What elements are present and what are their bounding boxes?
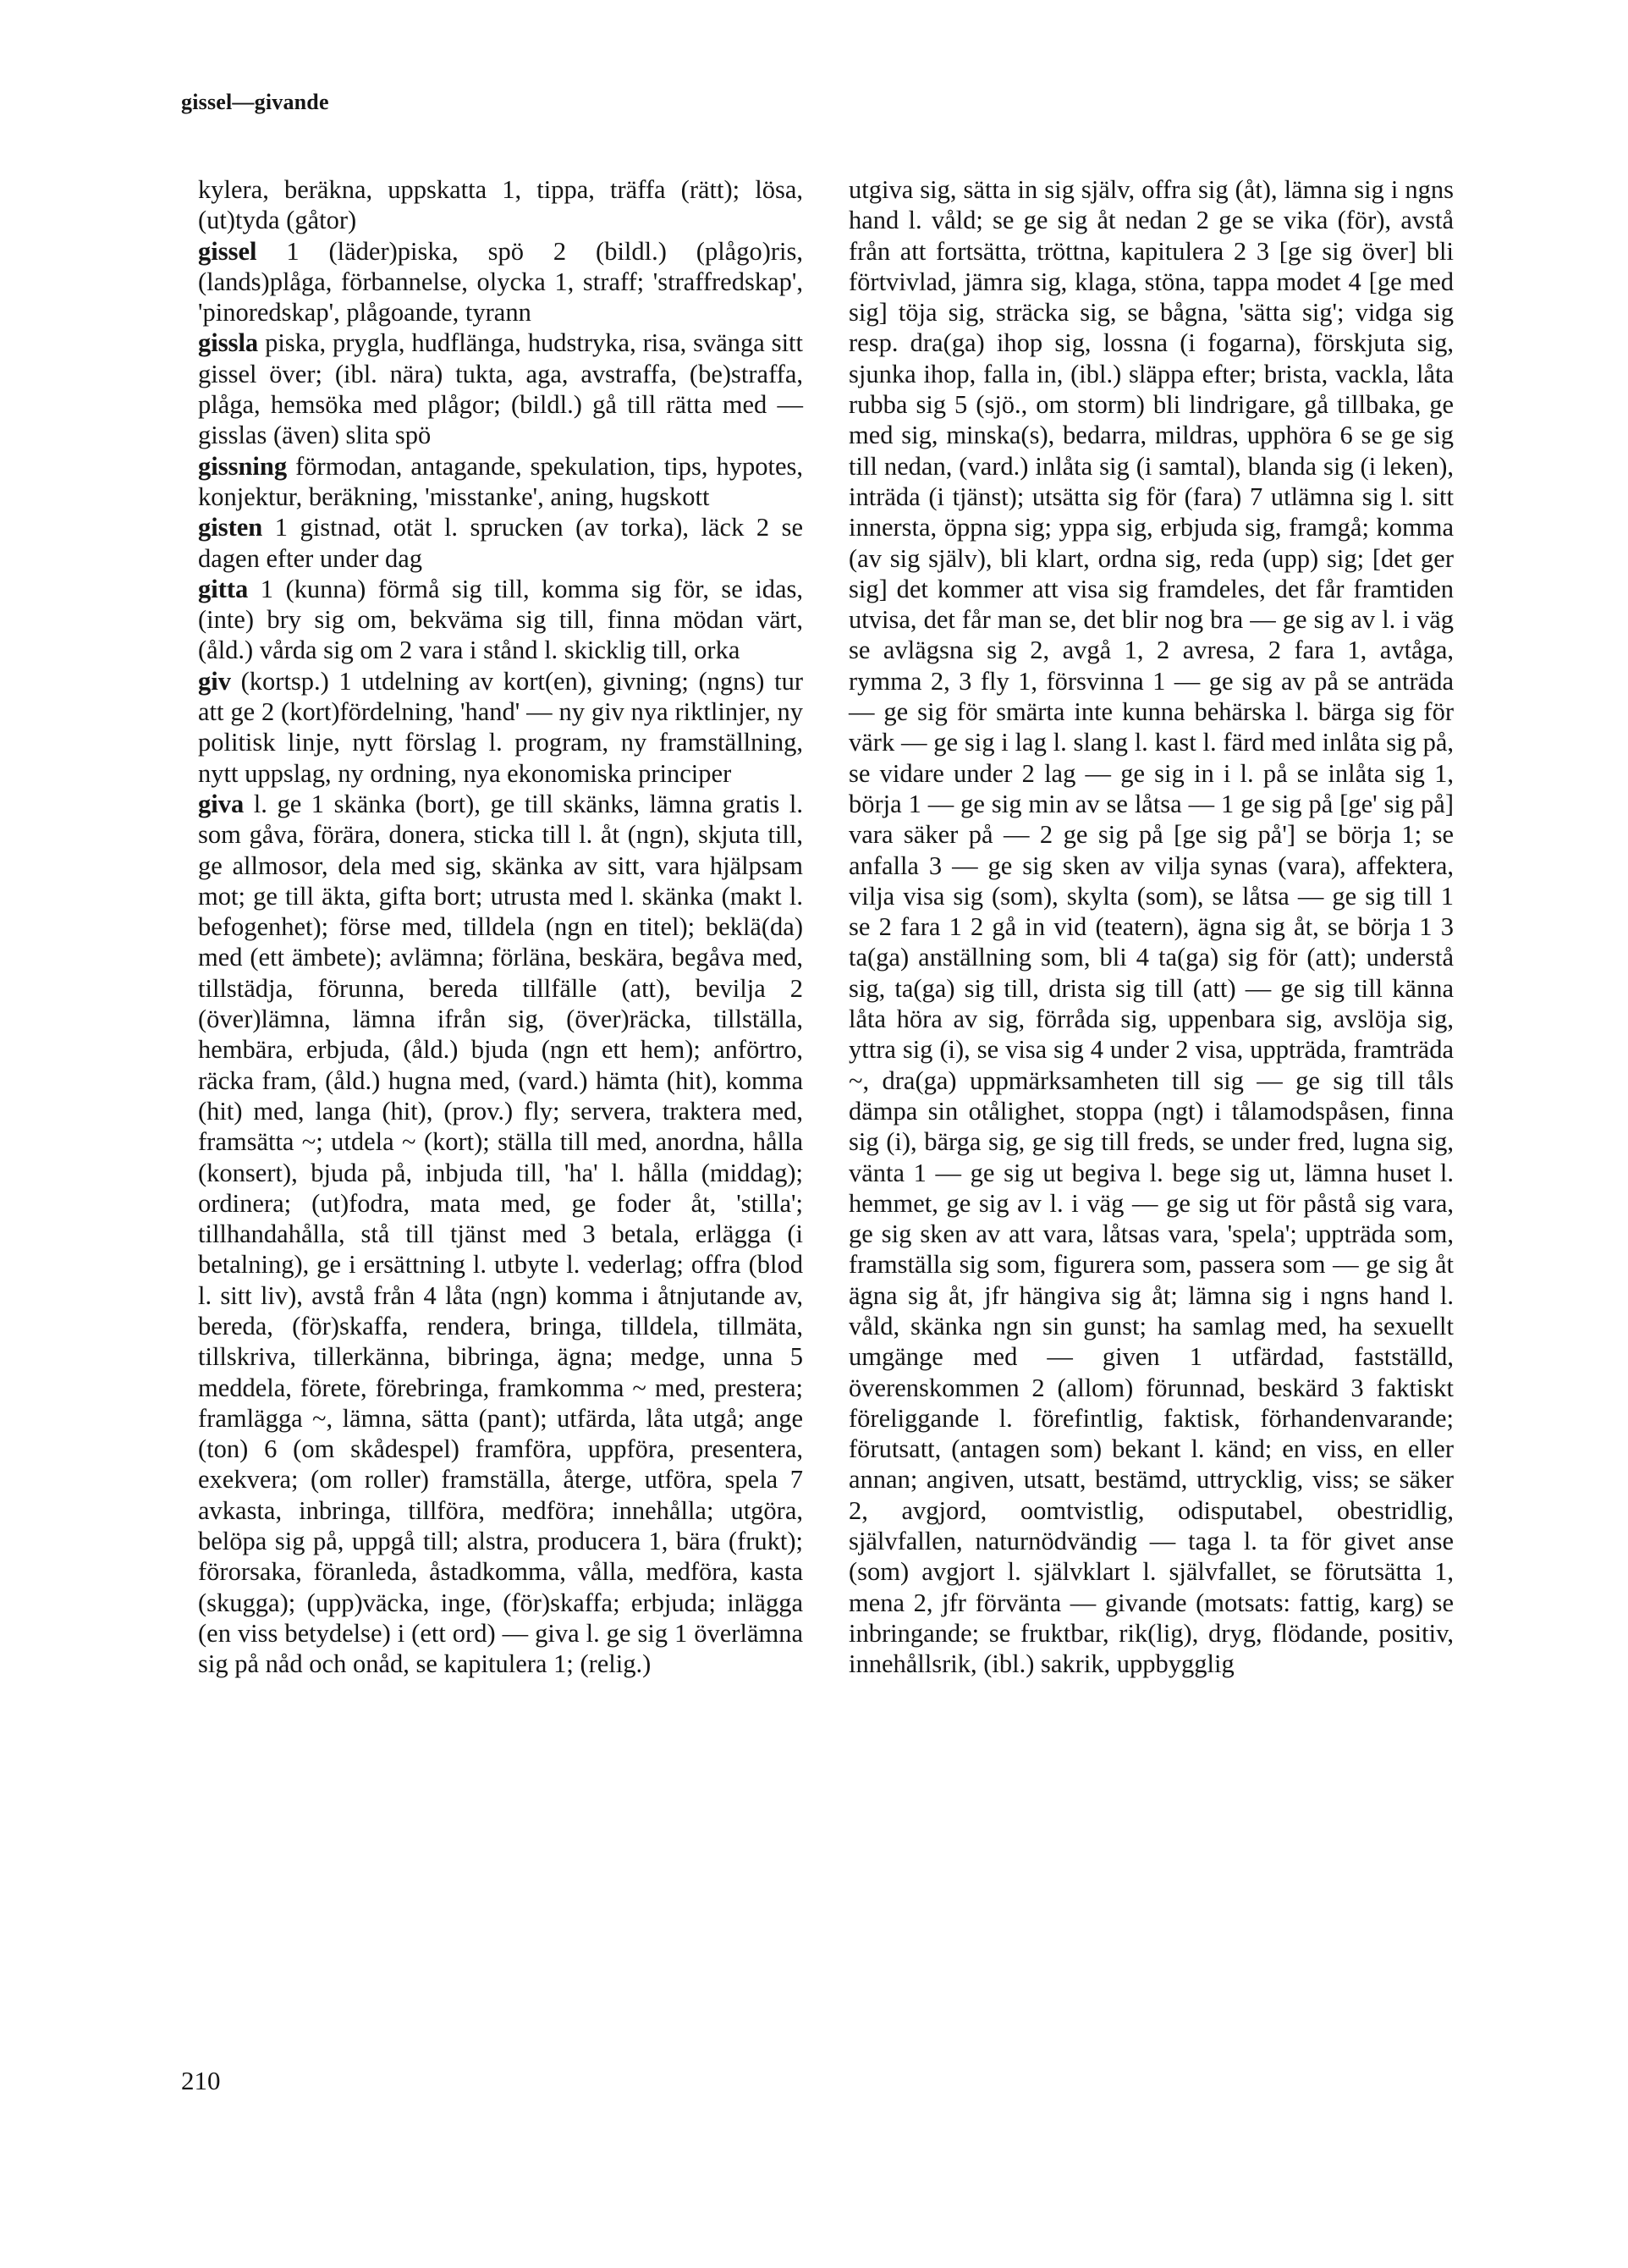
headword: gissning [198, 451, 288, 481]
entry-giv [198, 666, 803, 789]
entry-text: förmodan, antagande, spekulation, tips, hypotes, konjektur, beräkning, 'misstanke', aning, hugskott [198, 451, 803, 511]
entry-gitta [198, 574, 803, 666]
entry-text: kylera, beräkna, uppskatta 1, tippa, träffa (rätt); lösa, (ut)tyda (gåtor) [198, 175, 803, 235]
entry-continuation [849, 174, 1454, 1680]
page-number: 210 [181, 2066, 221, 2095]
running-head: gissel—givande [181, 90, 329, 114]
entry-text: l. ge 1 skänka (bort), ge till skänks, lämna gratis l. som gåva, förära, donera, sticka till l. åt (ngn), skjuta till, ge allmosor, dela med sig, skänka av sitt, vara hjälpsam mot; ge till äkta, gifta bort; utrusta med l. skänka (makt l. befogenhet); förse med, tilldela (ngn en titel); beklä(da) med (ett ämbete); avlämna; förläna, beskära, begåva med, tillstädja, förunna, bereda tillfälle (att), bevilja 2 (över)lämna, lämna ifrån sig, (över)räcka, tillställa, hembära, erbjuda, (åld.) bjuda (ngn ett hem); anförtro, räcka fram, (åld.) hugna med, (vard.) hämta (hit), komma (hit) med, langa (hit), (prov.) fly; servera, traktera med, framsätta ~; utdela ~ (kort); ställa till med, anordna, hålla (konsert), bjuda på, inbjuda till, 'ha' l. hålla (middag); ordinera; (ut)fodra, mata med, ge foder åt, 'stilla'; tillhandahålla, stå till tjänst med 3 betala, erlägga (i betalning), ge i ersättning l. utbyte l. vederlag; offra (blod l. sitt liv), avstå från 4 låta (ngn) komma i åtnjutande av, bereda, (för)skaffa, rendera, bringa, tilldela, tillmäta, tillskriva, tillerkänna, bibringa, ägna; medge, unna 5 meddela, förete, förebringa, framkomma ~ med, prestera; framlägga ~, lämna, sätta (pant); utfärda, låta utgå; ange (ton) 6 (om skådespel) framföra, uppföra, presentera, exekvera; (om roller) framställa, återge, utföra, spela 7 avkasta, inbringa, tillföra, medföra; innehålla; utgöra, belöpa sig på, uppgå till; alstra, producera 1, bära (frukt); förorsaka, föranleda, åstadkomma, vålla, medföra, kasta (skugga); (upp)väcka, inge, (för)skaffa; erbjuda; inlägga (en viss betydelse) i (ett ord) — giva l. ge sig 1 överlämna sig på nåd och onåd, se kapitulera 1; (relig.) [198, 789, 803, 1679]
entry-text: 1 (kunna) förmå sig till, komma sig för, se idas, (inte) bry sig om, bekväma sig till, finna mödan värt, (åld.) vårda sig om 2 vara i stånd l. skicklig till, orka [198, 574, 804, 665]
headword: giva [198, 789, 245, 818]
entry-text: (kortsp.) 1 utdelning av kort(en), givning; (ngns) tur att ge 2 (kort)fördelning, 'hand' — ny giv nya riktlinjer, ny politisk linje, nytt förslag l. program, ny framställning, nytt uppslag, ny ordning, nya ekonomiska principer [198, 666, 803, 788]
entry-text: piska, prygla, hudflänga, hudstryka, risa, svänga sitt gissel över; (ibl. nära) tukta, aga, avstraffa, (be)straffa, plåga, hemsöka med plågor; (bildl.) gå till rätta med — gisslas (även) slita spö [198, 328, 803, 450]
headword: gisten [198, 513, 263, 542]
entry-text: 1 gistnad, otät l. sprucken (av torka), läck 2 se dagen efter under dag [198, 513, 803, 573]
entry-text: 1 (läder)piska, spö 2 (bildl.) (plågo)ris, (lands)plåga, förbannelse, olycka 1, straff; 'straffredskap', 'pinoredskap', plågoande, tyrann [198, 236, 803, 328]
headword: gissla [198, 328, 259, 358]
entry-gissla [198, 328, 803, 450]
left-column [198, 174, 803, 1680]
entry-continuation [198, 174, 803, 236]
entry-giva [198, 789, 803, 1680]
headword: giv [198, 666, 231, 696]
entry-text: utgiva sig, sätta in sig själv, offra sig (åt), lämna sig i ngns hand l. våld; se ge sig åt nedan 2 ge se vika (för), avstå från att fortsätta, tröttna, kapitulera 2 3 [ge sig över] bli förtvivlad, jämra sig, klaga, stöna, tappa modet 4 [ge med sig] töja sig, sträcka sig, se bågna, 'sätta sig'; vidga sig resp. dra(ga) ihop sig, lossna (i fogarna), förskjuta sig, sjunka ihop, falla in, (ibl.) släppa efter; brista, vackla, låta rubba sig 5 (sjö., om storm) bli lindrigare, gå tillbaka, ge med sig, minska(s), bedarra, mildras, upphöra 6 se ge sig till nedan, (vard.) inlåta sig (i samtal), blanda sig (i leken), inträda (i tjänst); utsätta sig för (fara) 7 utlämna sig l. sitt innersta, öppna sig; yppa sig, erbjuda sig, framgå; komma (av sig själv), bli klart, ordna sig, reda (upp) sig; [det ger sig] det kommer att visa sig framdeles, det får framtiden utvisa, det får man se, det blir nog bra — ge sig av l. i väg se avlägsna sig 2, avgå 1, 2 avresa, 2 fara 1, avtåga, rymma 2, 3 fly 1, försvinna 1 — ge sig av på se anträda — ge sig för smärta inte kunna behärska l. bärga sig för värk — ge sig i lag l. slang l. kast l. färd med inlåta sig på, se vidare under 2 lag — ge sig in i l. på se inlåta sig 1, börja 1 — ge sig min av se låtsa — 1 ge sig på [ge' sig på] vara säker på — 2 ge sig på [ge sig på'] se börja 1; se anfalla 3 — ge sig sken av vilja synas (vara), affektera, vilja visa sig (som), skylta (som), se låtsa — ge sig till 1 se 2 fara 1 2 gå in vid (teatern), ägna sig åt, se börja 1 3 ta(ga) anställning som, bli 4 ta(ga) sig för (att); understå sig, ta(ga) sig till, drista sig till (att) — ge sig till känna låta höra av sig, förråda sig, uppenbara sig, avslöja sig, yttra sig (i), se visa sig 4 under 2 visa, uppträda, framträda ~, dra(ga) uppmärksamheten till sig — ge sig till tåls dämpa sin otålighet, stoppa (ngt) i tålamodspåsen, finna sig (i), bärga sig, ge sig till freds, se under fred, lugna sig, vänta 1 — ge sig ut begiva l. bege sig ut, lämna huset l. hemmet, ge sig av l. i väg — ge sig ut för påstå sig vara, ge sig sken av att vara, låtsas vara, 'spela'; uppträda som, framställa sig som, figurera som, passera som — ge sig åt ägna sig åt, jfr hängiva sig åt; lämna sig i ngns hand l. våld, skänka ngn sin gunst; ha samlag med, ha sexuellt umgänge med — given 1 utfärdad, fastställd, överenskommen 2 (allom) förunnad, beskärd 3 faktiskt föreliggande l. förefintlig, faktisk, förhandenvarande; förutsatt, (antagen som) bekant l. känd; en viss, en eller annan; angiven, utsatt, bestämd, uttrycklig, viss; se säker 2, avgjord, oomtvistlig, odisputabel, obestridlig, självfallen, naturnödvändig — taga l. ta för givet anse (som) avgjort l. självklart l. självfallet, se förutsätta 1, mena 2, jfr förvänta — givande (motsats: fattig, karg) se inbringande; se fruktbar, rik(lig), dryg, flödande, positiv, innehållsrik, (ibl.) sakrik, uppbygglig [849, 175, 1454, 1679]
entry-gissel [198, 236, 803, 328]
headword: gissel [198, 236, 257, 266]
right-column [849, 174, 1454, 1680]
headword: gitta [198, 574, 249, 603]
entry-gisten [198, 512, 803, 574]
entry-gissning [198, 451, 803, 513]
